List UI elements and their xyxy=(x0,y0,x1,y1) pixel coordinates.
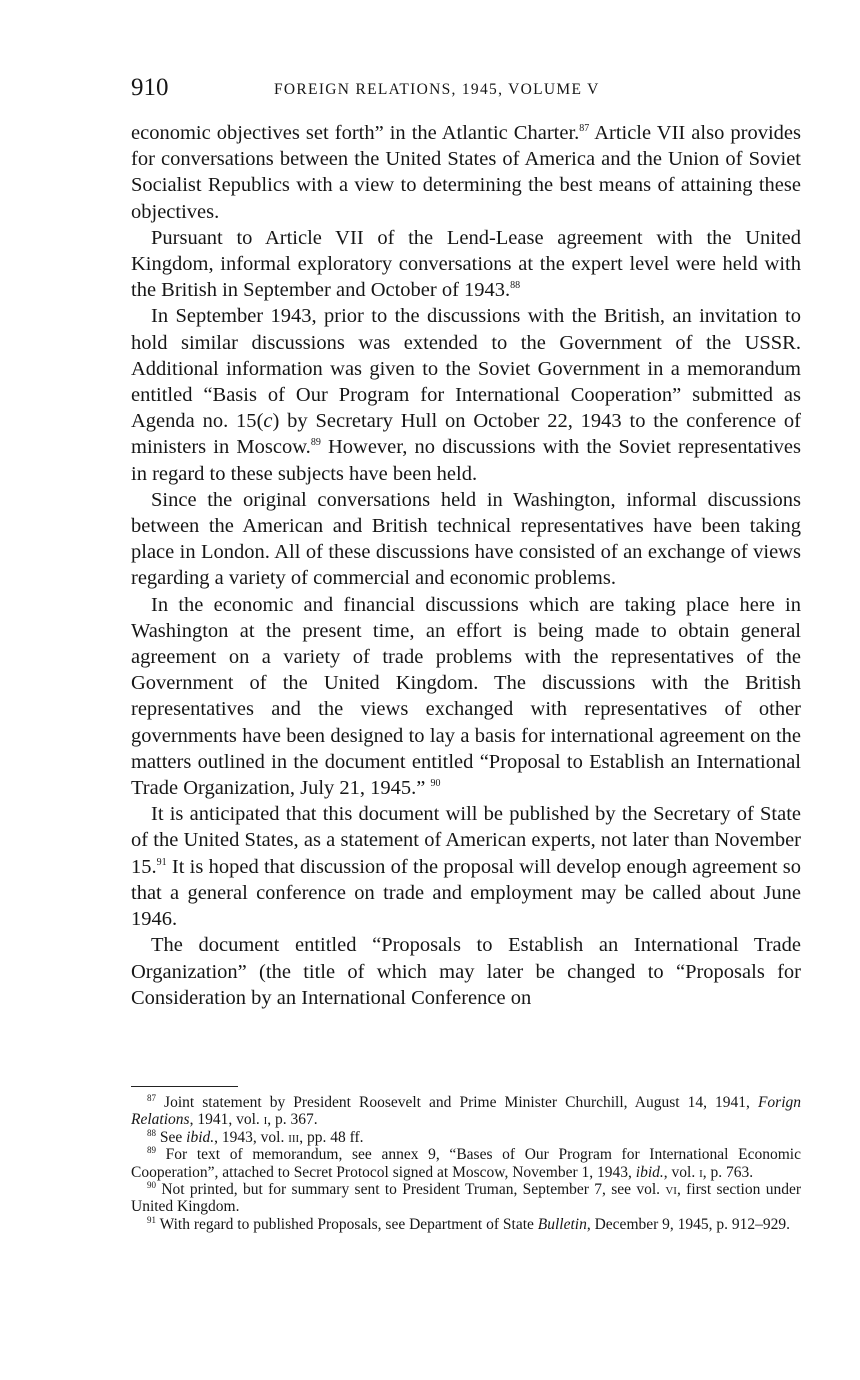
footnote-88: $^{88}$ See ibid., 1943, vol. iii, pp. 48 ff. xyxy=(147,1127,364,1146)
footnote-ref-87[interactable]: 87 xyxy=(579,123,590,135)
footnote-ref-90[interactable]: 90 xyxy=(430,778,441,790)
page-number: 910 xyxy=(131,74,169,101)
footnote-ref-91[interactable]: 91 xyxy=(156,856,167,868)
footnote-91: $^{91}$ With regard to published Proposals, see Department of State Bulletin, December 9, 1945, p. 912–929. xyxy=(147,1214,791,1233)
paragraph-2: Pursuant to Article VII of the Lend-Lease agreement with the United Kingdom, informal exploratory conversations at the expert level were held with the British in September and October of 1943.88 xyxy=(131,226,801,302)
paragraph-4: Since the original conversations held in Washington, informal discussions between the American and British technical representatives have been taking place in London. All of these discussions have consisted of an exchange of views regarding a variety of commercial and economic problems. xyxy=(131,488,801,590)
footnote-divider xyxy=(131,1086,238,1087)
running-head: FOREIGN RELATIONS, 1945, VOLUME V xyxy=(274,81,600,98)
footnotes xyxy=(131,1094,801,1233)
footnote-90: $^{90}$ Not printed, but for summary sent to President Truman, September 7, see vol. vi, first section under United Kingdom. xyxy=(131,1179,801,1216)
footnote-87: $^{87}$ Joint statement by President Roosevelt and Prime Minister Churchill, August 14, 1941, Forign Relations, 1941, vol. i, p. 367. xyxy=(131,1092,801,1129)
footnote-ref-89[interactable]: 89 xyxy=(310,437,321,449)
body-text xyxy=(131,120,801,1011)
paragraph-7: The document entitled “Proposals to Establish an International Trade Organization” (the title of which may later be changed to “Proposals for Consideration by an International Conference on xyxy=(131,934,801,1009)
footnote-ref-88[interactable]: 88 xyxy=(510,280,521,292)
paragraph-3: In September 1943, prior to the discussions with the British, an invitation to hold similar discussions was extended to the Government of the USSR. Additional information was given to the Soviet Government in a memorandum entitled “Basis of Our Program for International Cooperation” submitted as Agenda no. 15(c) by Secretary Hull on October 22, 1943 to the conference of ministers in Moscow.$^{89}$ However, no discussions with the Soviet representatives in regard to these subjects have been held. xyxy=(131,305,801,485)
footnote-89: $^{89}$ For text of memorandum, see annex 9, “Bases of Our Program for International Economic Cooperation”, attached to Secret Protocol signed at Moscow, November 1, 1943, ibid., vol. i, p. 763. xyxy=(131,1145,801,1181)
page-header xyxy=(131,72,801,108)
paragraph-1: economic objectives set forth” in the Atlantic Charter.$^{87}$ Article VII also provides for conversations between the United States of America and the Union of Soviet Socialist Republics with a view to determining the best means of attaining these objectives. xyxy=(131,122,801,223)
paragraph-6: It is anticipated that this document will be published by the Secretary of State of the United States, as a statement of American experts, not later than November 15.91 It is hoped that discussion of the proposal will develop enough agreement so that a general conference on trade and employment may be called about June 1946. xyxy=(131,803,801,931)
paragraph-5: In the economic and financial discussions which are taking place here in Washington at the present time, an effort is being made to obtain general agreement on a variety of trade problems with the representatives of the Government of the United Kingdom. The discussions with the British representatives and the views exchanged with representatives of other governments have been designed to lay a basis for international agreement on the matters outlined in the document entitled “Proposal to Establish an International Trade Organization, July 21, 1945.” $^{90}$ xyxy=(131,593,801,800)
